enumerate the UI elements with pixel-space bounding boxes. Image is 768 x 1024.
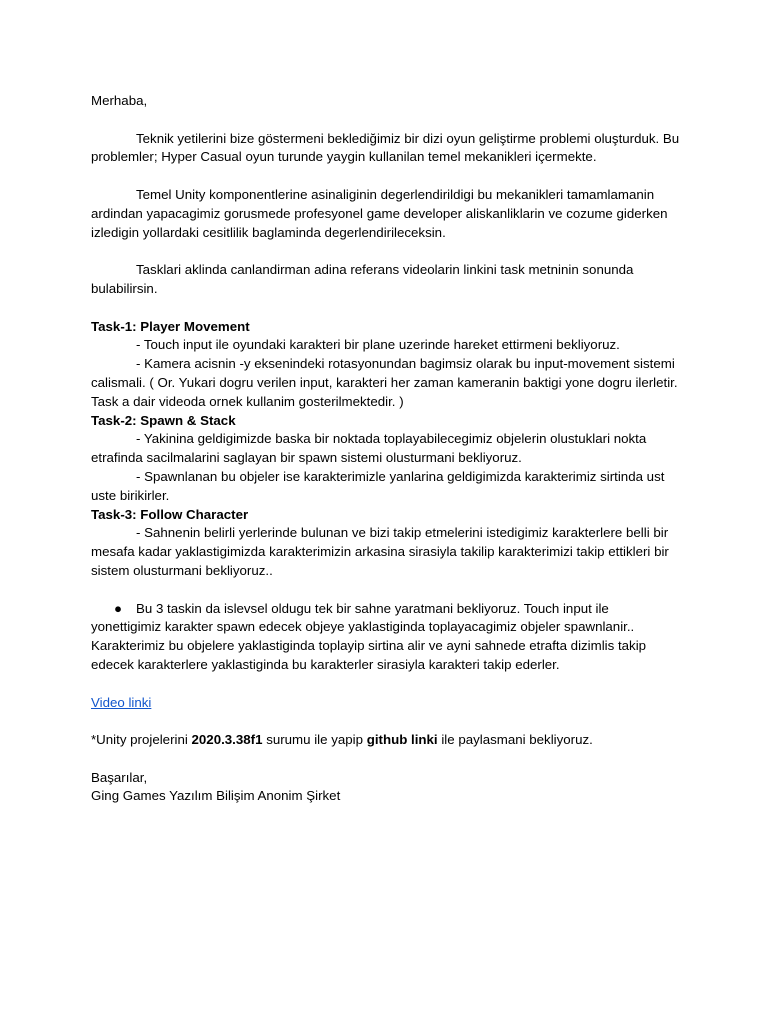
spacer [91,111,681,130]
unity-note-suffix: ile paylasmani bekliyoruz. [437,732,593,748]
spacer [91,242,681,261]
task-3-item-1: - Sahnenin belirli yerlerinde bulunan ve bizi takip etmelerini istedigimiz karakterlere belli bir mesafa kadar yaklastigimizda karakterimizin arkasina sirasiyla takilip karakterimizi takip ettikleri bir sistem olusturmani bekliyoruz.. [91,525,669,578]
document-body [91,92,681,806]
spacer [91,712,681,731]
video-link-line [91,694,681,713]
unity-version: 2020.3.38f1 [191,732,263,748]
task-2-item-2: - Spawnlanan bu objeler ise karakterimizle yanlarina geldigimizda karakterimiz sirtinda ust uste birikirler. [91,468,665,503]
intro-paragraph-3: Tasklari aklinda canlandirman adina referans videolarin linkini task metninin sonunda bulabilirsin. [91,262,634,296]
intro-paragraph-1: Teknik yetilerini bize göstermeni beklediğimiz bir dizi oyun geliştirme problemi oluşturduk. Bu problemler; Hyper Casual oyun turunde yaygin kullanilan temel mekanikleri içermekte. [91,130,680,165]
intro-paragraph-2: Temel Unity komponentlerine asinaliginin degerlendirildigi bu mekanikleri tamamlamanin ardindan yapacagimiz gorusmede profesyonel game developer aliskanliklarin ve cozume giderken izledigin yollardaki cesitlilik baglaminda degerlendirileceksin. [91,186,668,240]
unity-note [91,731,681,750]
unity-note-prefix: *Unity projelerini [91,732,192,748]
greeting: Merhaba, [91,93,148,108]
task-1-heading: Task-1: Player Movement [91,318,250,334]
summary-bullet-text: Bu 3 taskin da islevsel oldugu tek bir sahne yaratmani bekliyoruz. Touch input ile yonettigimiz karakter spawn edecek objeye yaklastiginda toplayacagimiz objeler spawnlanir.. Karakterimiz bu objelere yaklastiginda toplayip sirtina alir ve ayni sahnede etrafta dizimlis takip edecek karakterlere yaklastiginda bu karakterler sirasiyla karakteri takip ederler. [91,600,647,672]
task-2-item-1: - Yakinina geldigimizde baska bir noktada toplayabilecegimiz objelerin olustuklari nokta etrafinda sacilmalarini saglayan bir spawn sistemi olusturmani bekliyoruz. [91,431,647,466]
video-link[interactable]: Video linki [91,694,152,710]
task-3-heading: Task-3: Follow Character [91,506,249,522]
task-1-item-1: - Touch input ile oyundaki karakteri bir plane uzerinde hareket ettirmeni bekliyoruz. [136,337,620,353]
spacer [91,581,681,600]
unity-note-middle: surumu ile yapip [262,732,367,748]
spacer [91,750,681,769]
summary-bullet: ● Bu 3 taskin da islevsel oldugu tek bir sahne yaratmani bekliyoruz. Touch input ile yonettigimiz karakter spawn edecek objeye yaklastiginda toplayacagimiz objeler spawnlanir.. Karakterimiz bu objelere yaklastiginda toplayip sirtina alir ve ayni sahnede etrafta dizimlis takip edecek karakterlere yaklastiginda bu karakterler sirasiyla karakteri takip ederler. [91,600,647,672]
spacer [91,675,681,694]
signature: Ging Games Yazılım Bilişim Anonim Şirket [91,788,341,804]
task-1-item-2: - Kamera acisnin -y eksenindeki rotasyonundan bagimsiz olarak bu input-movement sistemi calismali. ( Or. Yukari dogru verilen input, karakteri her zaman kameranin baktigi yone dogru ilerletir. Task a dair videoda ornek kullanim gosterilmektedir. ) [91,356,678,409]
task-2-heading: Task-2: Spawn & Stack [91,412,236,428]
spacer [91,299,681,318]
spacer [91,167,681,186]
closing-line-1: Başarılar, [91,769,148,785]
github-link-mention: github linki [366,732,438,748]
